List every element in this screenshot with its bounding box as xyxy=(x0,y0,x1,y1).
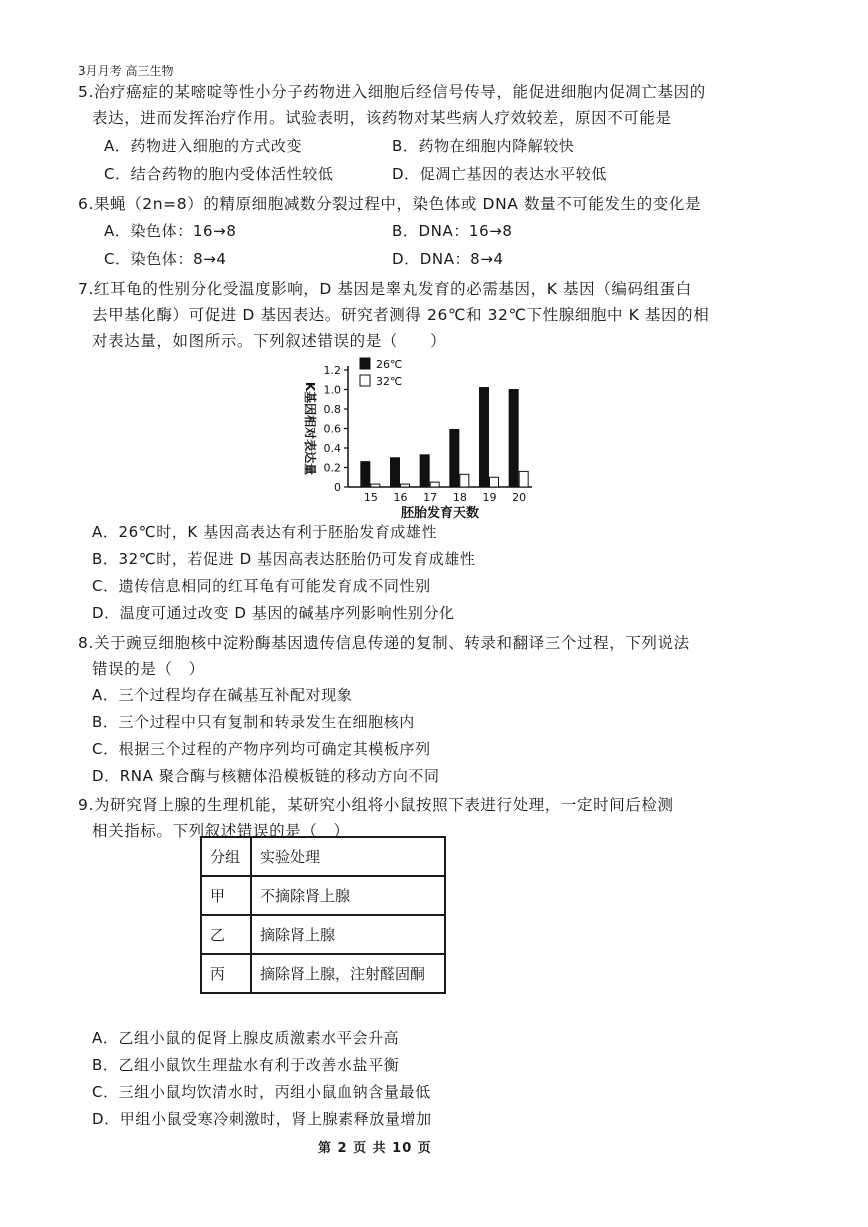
bar-32c xyxy=(401,484,410,487)
y-axis-label: K基因相对表达量 xyxy=(303,381,317,476)
table-row xyxy=(201,876,445,915)
table-cell: 甲 xyxy=(201,876,251,915)
legend-swatch xyxy=(360,358,370,369)
bar-32c xyxy=(460,474,469,487)
q7-option-d: D．温度可通过改变 D 基因的碱基序列影响性别分化 xyxy=(92,604,455,622)
x-tick-label: 19 xyxy=(482,491,497,504)
q9-stem-line2: 相关指标。下列叙述错误的是（ ） xyxy=(92,822,350,840)
q5-option-a: A．药物进入细胞的方式改变 xyxy=(104,137,303,155)
x-tick-label: 16 xyxy=(393,491,408,504)
y-tick-label: 1.0 xyxy=(323,383,341,397)
q5-option-c: C．结合药物的胞内受体活性较低 xyxy=(104,165,334,183)
q5-stem-line2: 表达，进而发挥治疗作用。试验表明，该药物对某些病人疗效较差，原因不可能是 xyxy=(92,109,672,127)
table-header-cell: 分组 xyxy=(201,837,251,876)
y-tick-label: 0.8 xyxy=(323,403,341,416)
q9-option-b: B．乙组小鼠饮生理盐水有利于改善水盐平衡 xyxy=(92,1056,400,1074)
treatment-table xyxy=(200,836,446,994)
table-cell: 摘除肾上腺，注射醛固酮 xyxy=(251,954,445,993)
q7-stem-line1: 7.红耳龟的性别分化受温度影响，D 基因是睾丸发育的必需基因，K 基因（编码组蛋白 xyxy=(78,280,692,298)
q7-option-b: B．32℃时，若促进 D 基因高表达胚胎仍可发育成雄性 xyxy=(92,550,476,568)
q6-stem: 6.果蝇（2n=8）的精原细胞减数分裂过程中，染色体或 DNA 数量不可能发生的变化是 xyxy=(78,195,702,213)
q8-option-d: D．RNA 聚合酶与核糖体沿模板链的移动方向不同 xyxy=(92,767,440,785)
q9-stem-line1: 9.为研究肾上腺的生理机能，某研究小组将小鼠按照下表进行处理，一定时间后检测 xyxy=(78,796,674,814)
q5-option-b: B．药物在细胞内降解较快 xyxy=(392,137,575,155)
bar-32c xyxy=(371,484,380,487)
q7-stem-line3: 对表达量，如图所示。下列叙述错误的是（ ） xyxy=(92,332,447,350)
table-cell: 丙 xyxy=(201,954,251,993)
bar-32c xyxy=(430,482,439,487)
bar-26c xyxy=(391,458,400,487)
q7-option-a: A．26℃时，K 基因高表达有利于胚胎发育成雄性 xyxy=(92,523,438,541)
q6-option-b: B．DNA：16→8 xyxy=(392,222,513,240)
q9-option-a: A．乙组小鼠的促肾上腺皮质激素水平会升高 xyxy=(92,1029,400,1047)
page-number: 第 2 页 共 10 页 xyxy=(318,1141,432,1156)
x-tick-label: 17 xyxy=(423,491,438,504)
y-tick-label: 1.2 xyxy=(323,364,341,377)
q5-option-d: D．促凋亡基因的表达水平较低 xyxy=(392,165,607,183)
q9-option-d: D．甲组小鼠受寒冷刺激时，肾上腺素释放量增加 xyxy=(92,1110,432,1128)
q7-option-c: C．遗传信息相同的红耳龟有可能发育成不同性别 xyxy=(92,577,431,595)
q9-option-c: C．三组小鼠均饮清水时，丙组小鼠血钠含量最低 xyxy=(92,1083,431,1101)
table-cell: 乙 xyxy=(201,915,251,954)
y-tick-label: 0.6 xyxy=(323,422,341,436)
x-tick-label: 15 xyxy=(363,491,378,504)
x-tick-label: 20 xyxy=(512,491,527,504)
table-cell: 不摘除肾上腺 xyxy=(251,876,445,915)
q6-option-a: A．染色体：16→8 xyxy=(104,222,237,240)
q8-option-a: A．三个过程均存在碱基互补配对现象 xyxy=(92,686,353,704)
table-cell: 摘除肾上腺 xyxy=(251,915,445,954)
q8-option-c: C．根据三个过程的产物序列均可确定其模板序列 xyxy=(92,740,431,758)
y-tick-label: 0.2 xyxy=(323,461,341,475)
q8-option-b: B．三个过程中只有复制和转录发生在细胞核内 xyxy=(92,713,415,731)
q6-option-d: D．DNA：8→4 xyxy=(392,250,504,268)
page-header: 3月月考 高三生物 xyxy=(78,64,174,78)
legend-label: 32℃ xyxy=(376,375,403,388)
x-axis-label: 胚胎发育天数 xyxy=(400,506,480,521)
q5-stem-line1: 5.治疗癌症的某嘧啶等性小分子药物进入细胞后经信号传导，能促进细胞内促凋亡基因的 xyxy=(78,83,706,101)
bar-26c xyxy=(420,455,429,487)
table-row xyxy=(201,915,445,954)
legend-label: 26℃ xyxy=(376,358,403,371)
x-tick-label: 18 xyxy=(452,491,467,504)
q8-stem-line2: 错误的是（ ） xyxy=(92,660,205,678)
bar-26c xyxy=(509,390,518,488)
bar-26c xyxy=(450,429,459,487)
y-tick-label: 0 xyxy=(334,481,341,494)
legend-swatch xyxy=(360,375,370,386)
bar-26c xyxy=(361,462,370,487)
k-gene-expression-chart xyxy=(292,352,552,522)
table-row xyxy=(201,954,445,993)
q6-option-c: C．染色体：8→4 xyxy=(104,250,227,268)
bar-26c xyxy=(480,388,489,487)
q8-stem-line1: 8.关于豌豆细胞核中淀粉酶基因遗传信息传递的复制、转录和翻译三个过程，下列说法 xyxy=(78,634,690,652)
table-header-row xyxy=(201,837,445,876)
bar-32c xyxy=(490,477,499,487)
bar-32c xyxy=(519,471,528,487)
q7-stem-line2: 去甲基化酶）可促进 D 基因表达。研究者测得 26℃和 32℃下性腺细胞中 K 基因的相 xyxy=(92,306,710,324)
y-tick-label: 0.4 xyxy=(323,442,341,455)
table-header-cell: 实验处理 xyxy=(251,837,445,876)
